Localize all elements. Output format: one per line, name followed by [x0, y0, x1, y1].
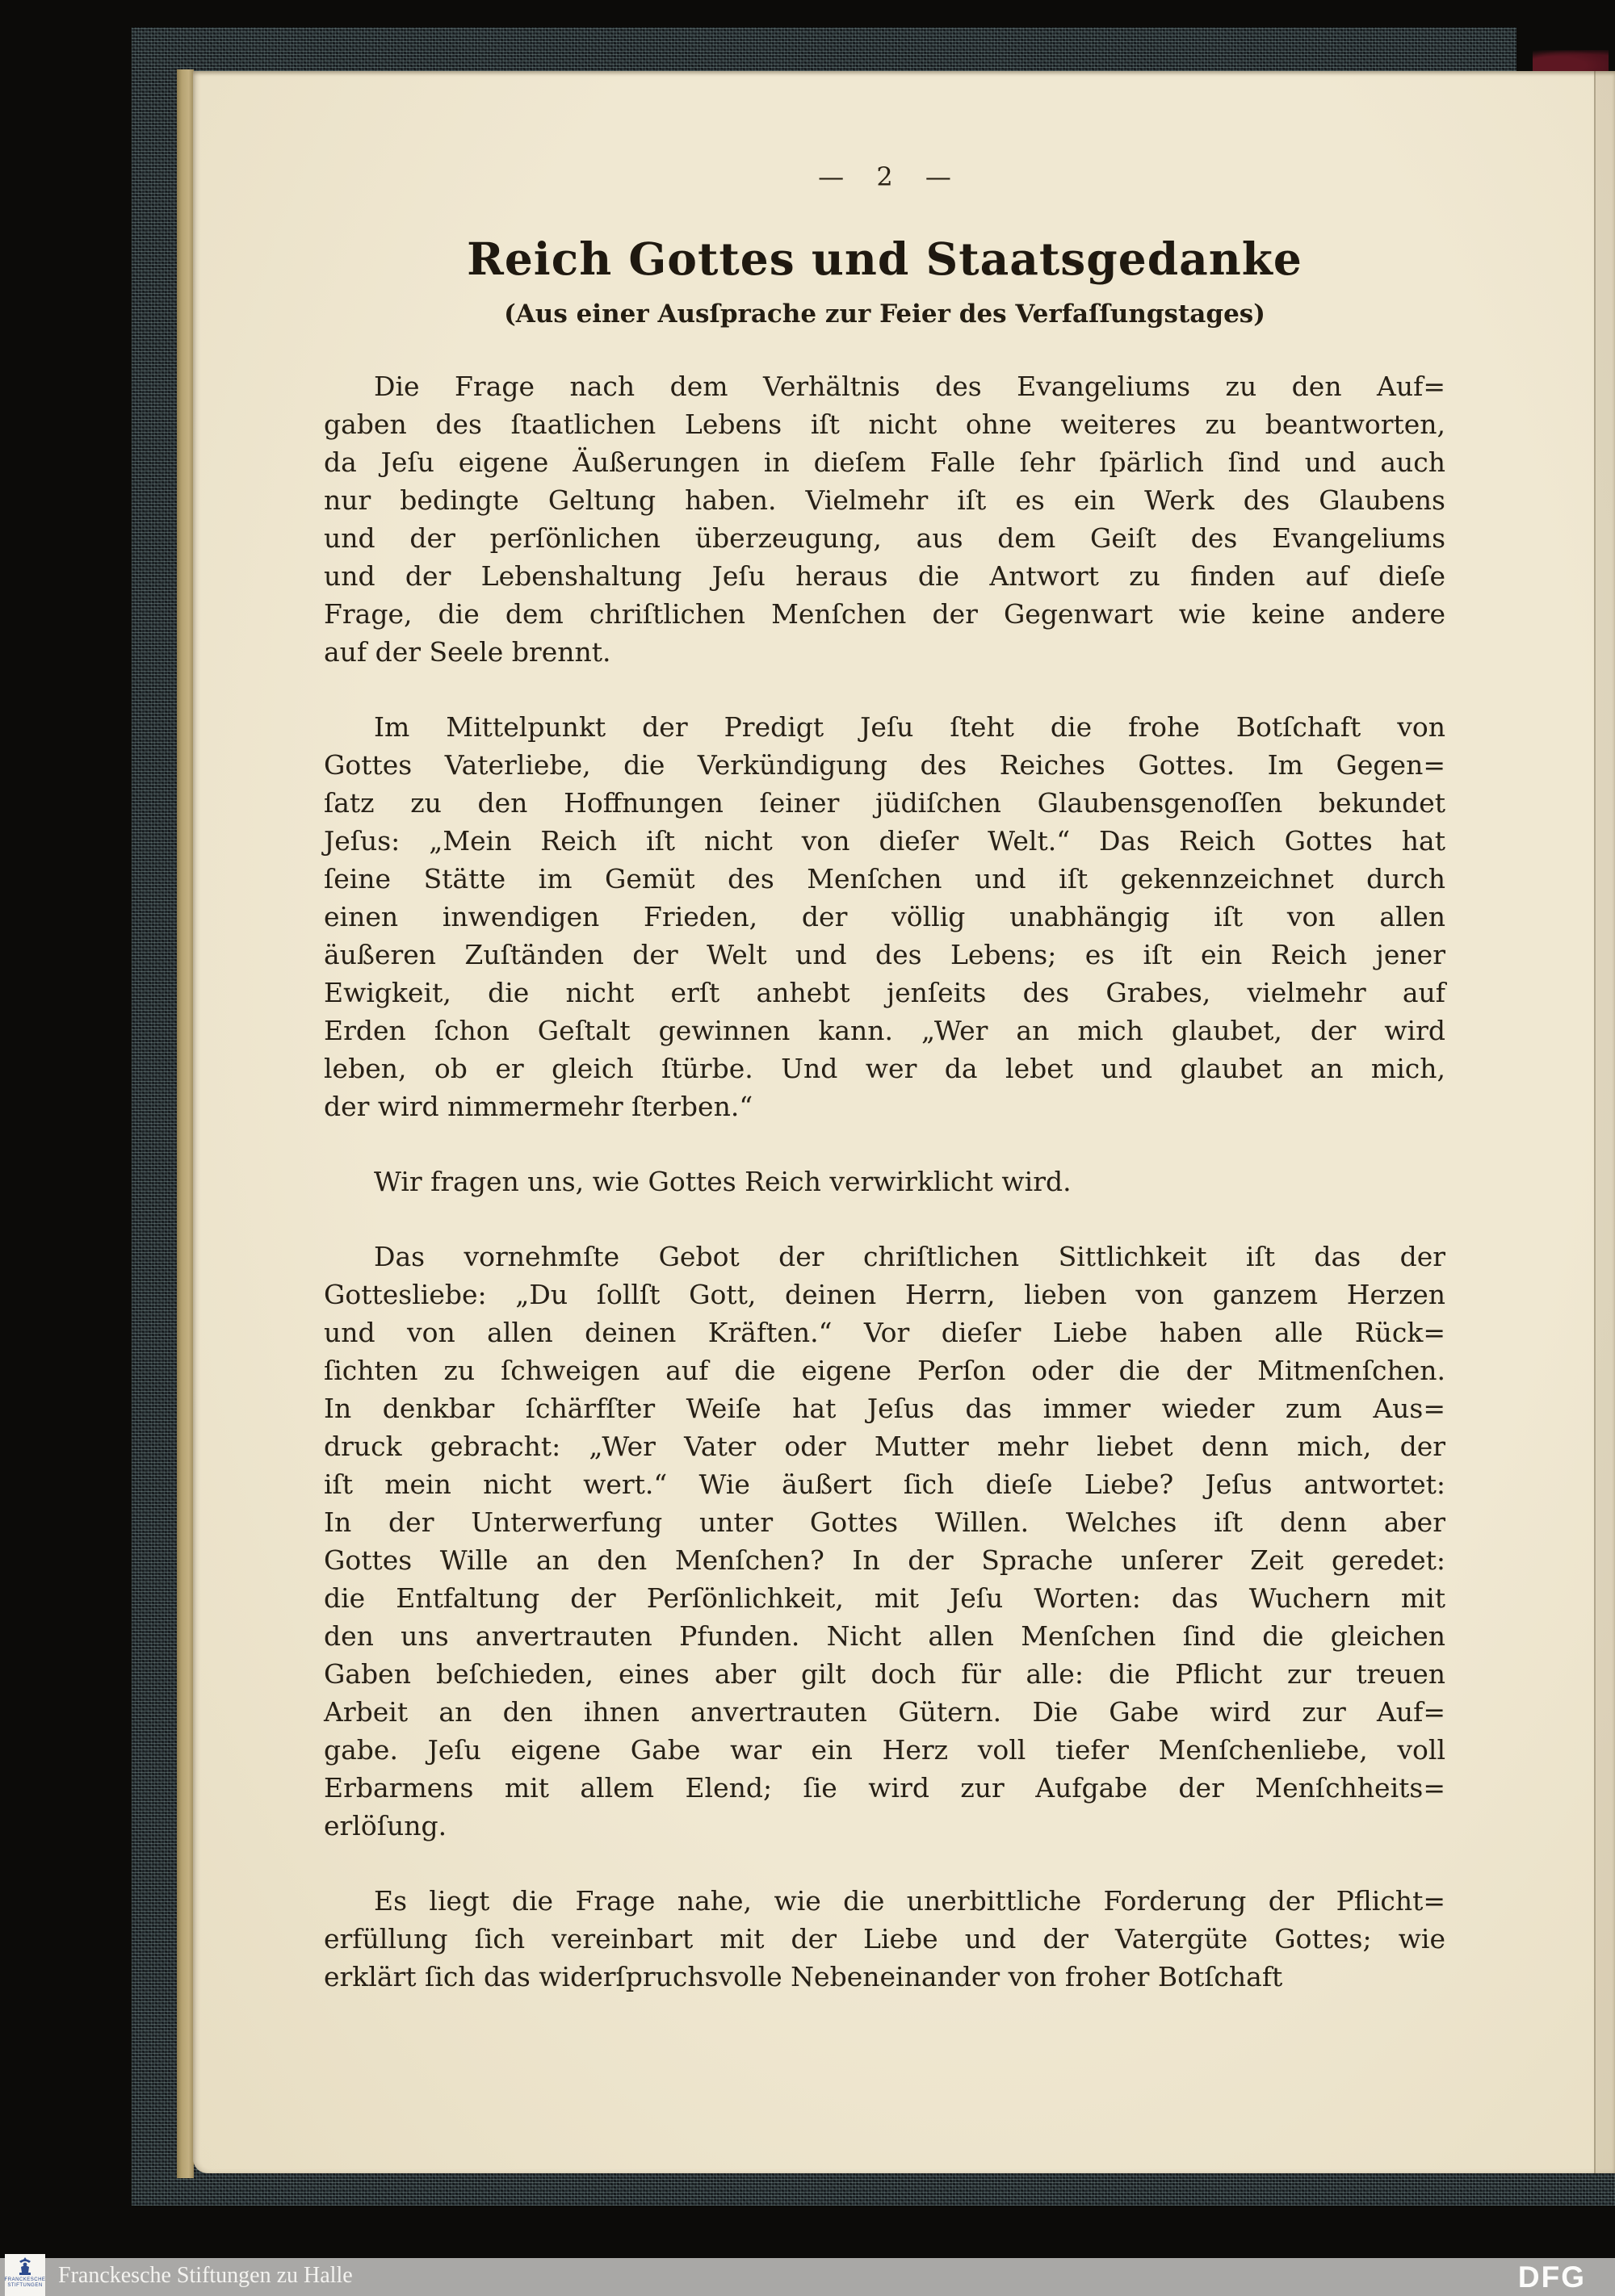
logo-caption-line1: FRANCKESCHE	[4, 2277, 46, 2282]
page-subtitle: (Aus einer Ausſprache zur Feier des Verfaſſungstages)	[504, 300, 1265, 329]
text-line: nur bedingte Geltung haben. Vielmehr iſt es ein Werk des Glaubens	[324, 484, 1445, 516]
paragraph	[324, 367, 1445, 671]
text-line: die Entfaltung der Perſönlichkeit, mit Jeſu Worten: das Wuchern mit	[324, 1582, 1445, 1614]
text-line: den uns anvertrauten Pfunden. Nicht allen Menſchen ſind die gleichen	[324, 1620, 1445, 1652]
text-line: Gottesliebe: „Du ſollſt Gott, deinen Herrn, lieben von ganzem Herzen	[324, 1279, 1445, 1310]
logo-caption-line2: STIFTUNGEN	[7, 2283, 43, 2288]
text-line: Erden ſchon Geſtalt gewinnen kann. „Wer an mich glaubet, der wird	[324, 1015, 1445, 1046]
article-body	[324, 367, 1445, 1996]
text-line: und von allen deinen Kräften.“ Vor dieſer Liebe haben alle Rück=	[324, 1317, 1445, 1348]
text-line: auf der Seele brennt.	[324, 636, 611, 668]
text-line: Es liegt die Frage nahe, wie die unerbittliche Forderung der Pflicht=	[374, 1885, 1445, 1917]
text-line: ſeine Stätte im Gemüt des Menſchen und iſt gekennzeichnet durch	[324, 863, 1445, 895]
text-line: Arbeit an den ihnen anvertrauten Gütern. Die Gabe wird zur Auf=	[324, 1696, 1445, 1728]
paragraph	[324, 1882, 1445, 1996]
eagle-emblem-icon	[16, 2256, 34, 2277]
text-line: Frage, die dem chriſtlichen Menſchen der Gegenwart wie keine andere	[324, 598, 1445, 630]
text-line: Im Mittelpunkt der Predigt Jeſu ſteht die frohe Botſchaft von	[374, 711, 1445, 743]
text-line: druck gebracht: „Wer Vater oder Mutter mehr liebet denn mich, der	[324, 1431, 1445, 1462]
document-page	[193, 71, 1615, 2173]
text-line: der wird nimmermehr ſterben.“	[324, 1091, 753, 1122]
franckesche-stiftungen-logo	[5, 2254, 45, 2296]
text-line: da Jeſu eigene Äußerungen in dieſem Falle ſehr ſpärlich ſind und auch	[324, 446, 1445, 478]
text-line: ſatz zu den Hoffnungen ſeiner jüdiſchen Glaubensgenoſſen bekundet	[324, 787, 1445, 819]
text-line: erklärt ſich das widerſpruchsvolle Nebeneinander von froher Botſchaft	[324, 1961, 1283, 1992]
dfg-logo: DFG	[1517, 2260, 1586, 2294]
text-line: Gottes Wille an den Menſchen? In der Sprache unſerer Zeit geredet:	[324, 1544, 1445, 1576]
text-line: Wir fragen uns, wie Gottes Reich verwirklicht wird.	[374, 1166, 1072, 1197]
text-line: Erbarmens mit allem Elend; ſie wird zur Aufgabe der Menſchheits=	[324, 1772, 1445, 1804]
text-line: und der Lebenshaltung Jeſu heraus die Antwort zu finden auf dieſe	[324, 560, 1445, 592]
text-line: leben, ob er gleich ſtürbe. Und wer da lebet und glaubet an mich,	[324, 1053, 1445, 1084]
text-line: erfüllung ſich vereinbart mit der Liebe und der Vatergüte Gottes; wie	[324, 1923, 1445, 1955]
text-line: äußeren Zuſtänden der Welt und des Lebens; es iſt ein Reich jener	[324, 939, 1445, 970]
text-line: und der perſönlichen überzeugung, aus dem Geiſt des Evangeliums	[324, 522, 1445, 554]
paragraph	[324, 1163, 1445, 1200]
text-line: In denkbar ſchärfſter Weiſe hat Jeſus das immer wieder zum Aus=	[324, 1393, 1445, 1424]
page-edge-leaves	[177, 69, 194, 2178]
paragraph	[324, 708, 1445, 1125]
text-line: erlöſung.	[324, 1810, 447, 1841]
page-title: Reich Gottes und Staatsgedanke	[467, 233, 1302, 285]
text-line: Die Frage nach dem Verhältnis des Evangeliums zu den Auf=	[374, 371, 1445, 402]
text-line: Gaben beſchieden, eines aber gilt doch für alle: die Pflicht zur treuen	[324, 1658, 1445, 1690]
text-line: iſt mein nicht wert.“ Wie äußert ſich dieſe Liebe? Jeſus antwortet:	[324, 1469, 1445, 1500]
text-line: Ewigkeit, die nicht erſt anhebt jenſeits des Grabes, vielmehr auf	[324, 977, 1445, 1008]
page-number: — 2 —	[818, 161, 951, 192]
text-line: gaben des ſtaatlichen Lebens iſt nicht ohne weiteres zu beantworten,	[324, 409, 1445, 440]
text-line: Jeſus: „Mein Reich iſt nicht von dieſer Welt.“ Das Reich Gottes hat	[324, 825, 1445, 857]
text-line: gabe. Jeſu eigene Gabe war ein Herz voll tiefer Menſchenliebe, voll	[324, 1734, 1445, 1766]
text-line: einen inwendigen Frieden, der völlig unabhängig iſt von allen	[324, 901, 1445, 932]
text-line: ſichten zu ſchweigen auf die eigene Perſon oder die der Mitmenſchen.	[324, 1355, 1445, 1386]
paragraph	[324, 1238, 1445, 1845]
text-line: Das vornehmſte Gebot der chriſtlichen Sittlichkeit iſt das der	[374, 1241, 1445, 1272]
text-line: In der Unterwerfung unter Gottes Willen. Welches iſt denn aber	[324, 1506, 1445, 1538]
page-content	[193, 161, 1615, 1996]
text-line: Gottes Vaterliebe, die Verkündigung des Reiches Gottes. Im Gegen=	[324, 749, 1445, 781]
library-attribution-label: Franckesche Stiftungen zu Halle	[58, 2263, 353, 2288]
